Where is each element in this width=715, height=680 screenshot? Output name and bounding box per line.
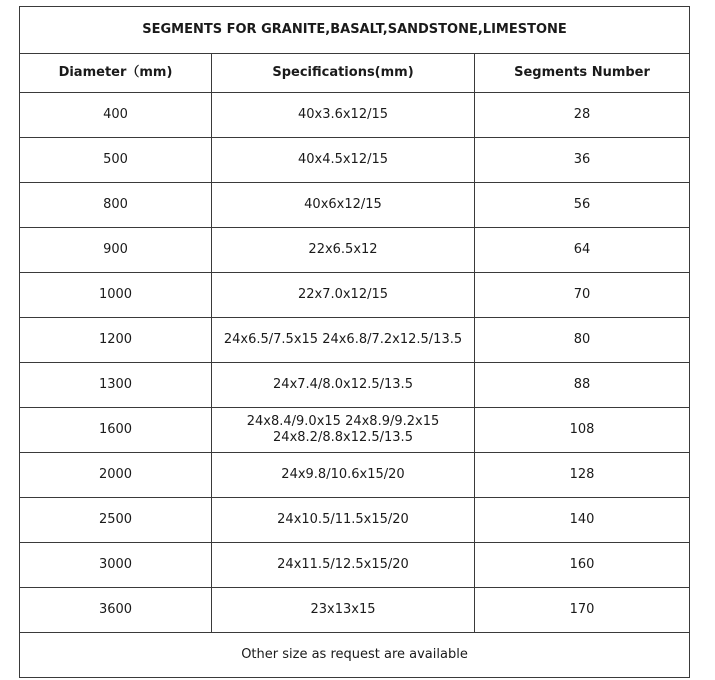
spec-line: 24x7.4/8.0x12.5/13.5 bbox=[273, 377, 413, 392]
spec-line: 40x6x12/15 bbox=[304, 197, 382, 212]
table-row bbox=[20, 408, 690, 453]
cell-specifications bbox=[212, 93, 475, 138]
cell-segments-number: 70 bbox=[475, 273, 690, 318]
table-row bbox=[20, 363, 690, 408]
spec-line: 24x9.8/10.6x15/20 bbox=[281, 467, 405, 482]
cell-diameter: 1600 bbox=[20, 408, 212, 453]
table-title: SEGMENTS FOR GRANITE,BASALT,SANDSTONE,LIMESTONE bbox=[20, 7, 690, 54]
table-title-row bbox=[20, 7, 690, 54]
spec-line: 40x3.6x12/15 bbox=[297, 107, 389, 122]
table-row bbox=[20, 93, 690, 138]
cell-segments-number: 140 bbox=[475, 498, 690, 543]
cell-segments-number: 128 bbox=[475, 453, 690, 498]
header-diameter: Diameter（mm) bbox=[20, 54, 212, 93]
cell-segments-number: 160 bbox=[475, 543, 690, 588]
segments-table bbox=[19, 6, 690, 678]
cell-specifications bbox=[212, 183, 475, 228]
cell-diameter: 1000 bbox=[20, 273, 212, 318]
cell-diameter: 800 bbox=[20, 183, 212, 228]
cell-diameter: 3600 bbox=[20, 588, 212, 633]
table-row bbox=[20, 588, 690, 633]
cell-diameter: 900 bbox=[20, 228, 212, 273]
spec-line: 22x6.5x12 bbox=[308, 242, 378, 257]
cell-specifications bbox=[212, 273, 475, 318]
cell-segments-number: 56 bbox=[475, 183, 690, 228]
table-body bbox=[20, 93, 690, 633]
table-row bbox=[20, 273, 690, 318]
cell-specifications bbox=[212, 588, 475, 633]
table-header-row bbox=[20, 54, 690, 93]
cell-specifications bbox=[212, 138, 475, 183]
table-row bbox=[20, 543, 690, 588]
cell-specifications bbox=[212, 453, 475, 498]
spec-line: 24x10.5/11.5x15/20 bbox=[277, 512, 409, 527]
cell-segments-number: 64 bbox=[475, 228, 690, 273]
cell-specifications bbox=[212, 318, 475, 363]
cell-diameter: 500 bbox=[20, 138, 212, 183]
cell-segments-number: 170 bbox=[475, 588, 690, 633]
spec-line: 24x11.5/12.5x15/20 bbox=[277, 557, 409, 572]
cell-segments-number: 28 bbox=[475, 93, 690, 138]
cell-diameter: 1300 bbox=[20, 363, 212, 408]
cell-segments-number: 36 bbox=[475, 138, 690, 183]
cell-specifications bbox=[212, 363, 475, 408]
header-segments-number: Segments Number bbox=[475, 54, 690, 93]
spec-line: 24x8.2/8.8x12.5/13.5 bbox=[273, 430, 413, 445]
cell-specifications bbox=[212, 543, 475, 588]
table-footer-row bbox=[20, 633, 690, 678]
cell-diameter: 1200 bbox=[20, 318, 212, 363]
cell-segments-number: 80 bbox=[475, 318, 690, 363]
table-row bbox=[20, 453, 690, 498]
table-row bbox=[20, 138, 690, 183]
cell-specifications bbox=[212, 498, 475, 543]
table-row bbox=[20, 228, 690, 273]
cell-diameter: 3000 bbox=[20, 543, 212, 588]
cell-diameter: 2000 bbox=[20, 453, 212, 498]
header-specifications: Specifications(mm) bbox=[212, 54, 475, 93]
spec-line: 24x8.4/9.0x15 24x8.9/9.2x15 bbox=[246, 414, 440, 429]
cell-specifications bbox=[212, 408, 475, 453]
spec-line: 24x6.5/7.5x15 24x6.8/7.2x12.5/13.5 bbox=[223, 332, 463, 347]
cell-diameter: 2500 bbox=[20, 498, 212, 543]
table-footer-note: Other size as request are available bbox=[20, 633, 690, 678]
cell-segments-number: 88 bbox=[475, 363, 690, 408]
spec-line: 23x13x15 bbox=[310, 602, 376, 617]
table-row bbox=[20, 183, 690, 228]
spec-line: 22x7.0x12/15 bbox=[297, 287, 389, 302]
cell-diameter: 400 bbox=[20, 93, 212, 138]
table-row bbox=[20, 498, 690, 543]
spec-line: 40x4.5x12/15 bbox=[297, 152, 389, 167]
cell-specifications bbox=[212, 228, 475, 273]
table-row bbox=[20, 318, 690, 363]
cell-segments-number: 108 bbox=[475, 408, 690, 453]
